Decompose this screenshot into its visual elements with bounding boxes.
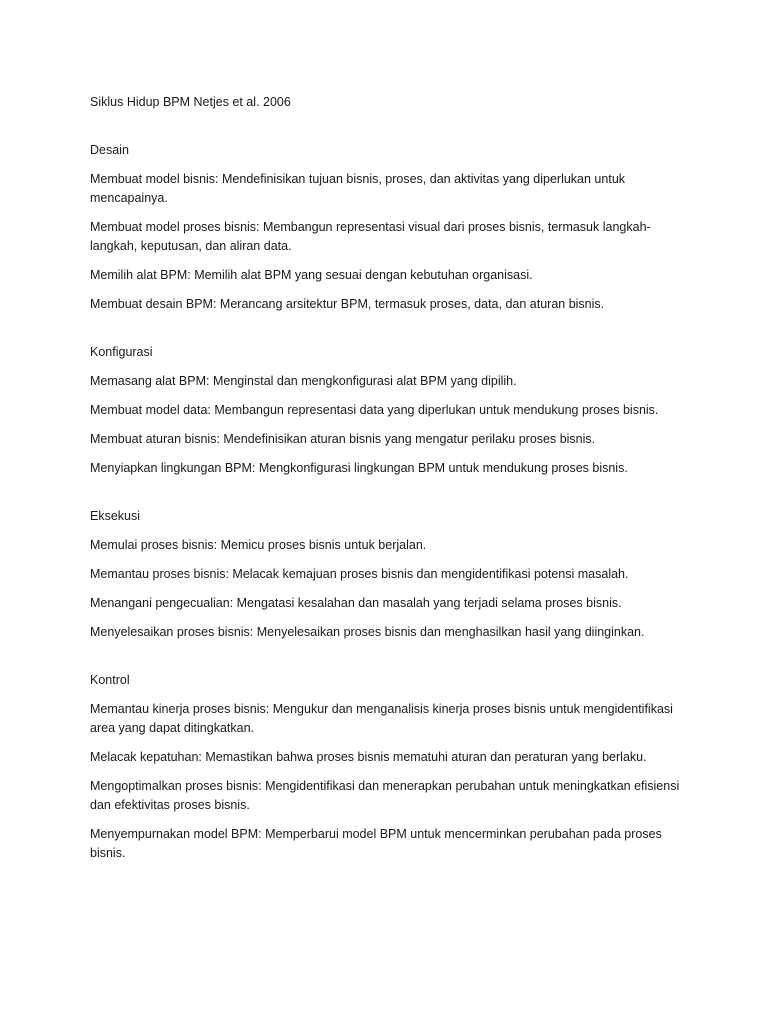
paragraph: Membuat model bisnis: Mendefinisikan tujuan bisnis, proses, dan aktivitas yang diperlukan untuk mencapainya. <box>90 172 626 205</box>
paragraph: Memilih alat BPM: Memilih alat BPM yang sesuai dengan kebutuhan organisasi. <box>90 268 533 282</box>
document-title: Siklus Hidup BPM Netjes et al. 2006 <box>90 95 291 109</box>
section-eksekusi <box>90 507 690 642</box>
paragraph: Membuat model data: Membangun representasi data yang diperlukan untuk mendukung proses bisnis. <box>90 403 659 417</box>
paragraph: Menyempurnakan model BPM: Memperbarui model BPM untuk mencerminkan perubahan pada proses bisnis. <box>90 827 662 860</box>
paragraph: Membuat model proses bisnis: Membangun representasi visual dari proses bisnis, termasuk langkah-langkah, keputusan, dan aliran data. <box>90 220 651 253</box>
section-kontrol <box>90 671 690 863</box>
paragraph: Mengoptimalkan proses bisnis: Mengidentifikasi dan menerapkan perubahan untuk meningkatkan efisiensi dan efektivitas proses bisnis. <box>90 779 680 812</box>
document-page <box>90 93 690 892</box>
paragraph: Membuat aturan bisnis: Mendefinisikan aturan bisnis yang mengatur perilaku proses bisnis. <box>90 432 596 446</box>
section-heading: Kontrol <box>90 673 130 687</box>
paragraph: Menangani pengecualian: Mengatasi kesalahan dan masalah yang terjadi selama proses bisnis. <box>90 596 622 610</box>
paragraph: Memasang alat BPM: Menginstal dan mengkonfigurasi alat BPM yang dipilih. <box>90 374 517 388</box>
paragraph: Memantau kinerja proses bisnis: Mengukur dan menganalisis kinerja proses bisnis untuk mengidentifikasi area yang dapat ditingkatkan. <box>90 702 673 735</box>
paragraph: Menyelesaikan proses bisnis: Menyelesaikan proses bisnis dan menghasilkan hasil yang diinginkan. <box>90 625 645 639</box>
paragraph: Memulai proses bisnis: Memicu proses bisnis untuk berjalan. <box>90 538 427 552</box>
section-heading: Eksekusi <box>90 509 141 523</box>
section-heading: Konfigurasi <box>90 345 153 359</box>
section-konfigurasi <box>90 343 690 478</box>
paragraph: Memantau proses bisnis: Melacak kemajuan proses bisnis dan mengidentifikasi potensi masalah. <box>90 567 629 581</box>
paragraph: Melacak kepatuhan: Memastikan bahwa proses bisnis mematuhi aturan dan peraturan yang berlaku. <box>90 750 647 764</box>
paragraph: Membuat desain BPM: Merancang arsitektur BPM, termasuk proses, data, dan aturan bisnis. <box>90 297 605 311</box>
section-desain <box>90 141 690 314</box>
paragraph: Menyiapkan lingkungan BPM: Mengkonfigurasi lingkungan BPM untuk mendukung proses bisnis. <box>90 461 628 475</box>
section-heading: Desain <box>90 143 129 157</box>
